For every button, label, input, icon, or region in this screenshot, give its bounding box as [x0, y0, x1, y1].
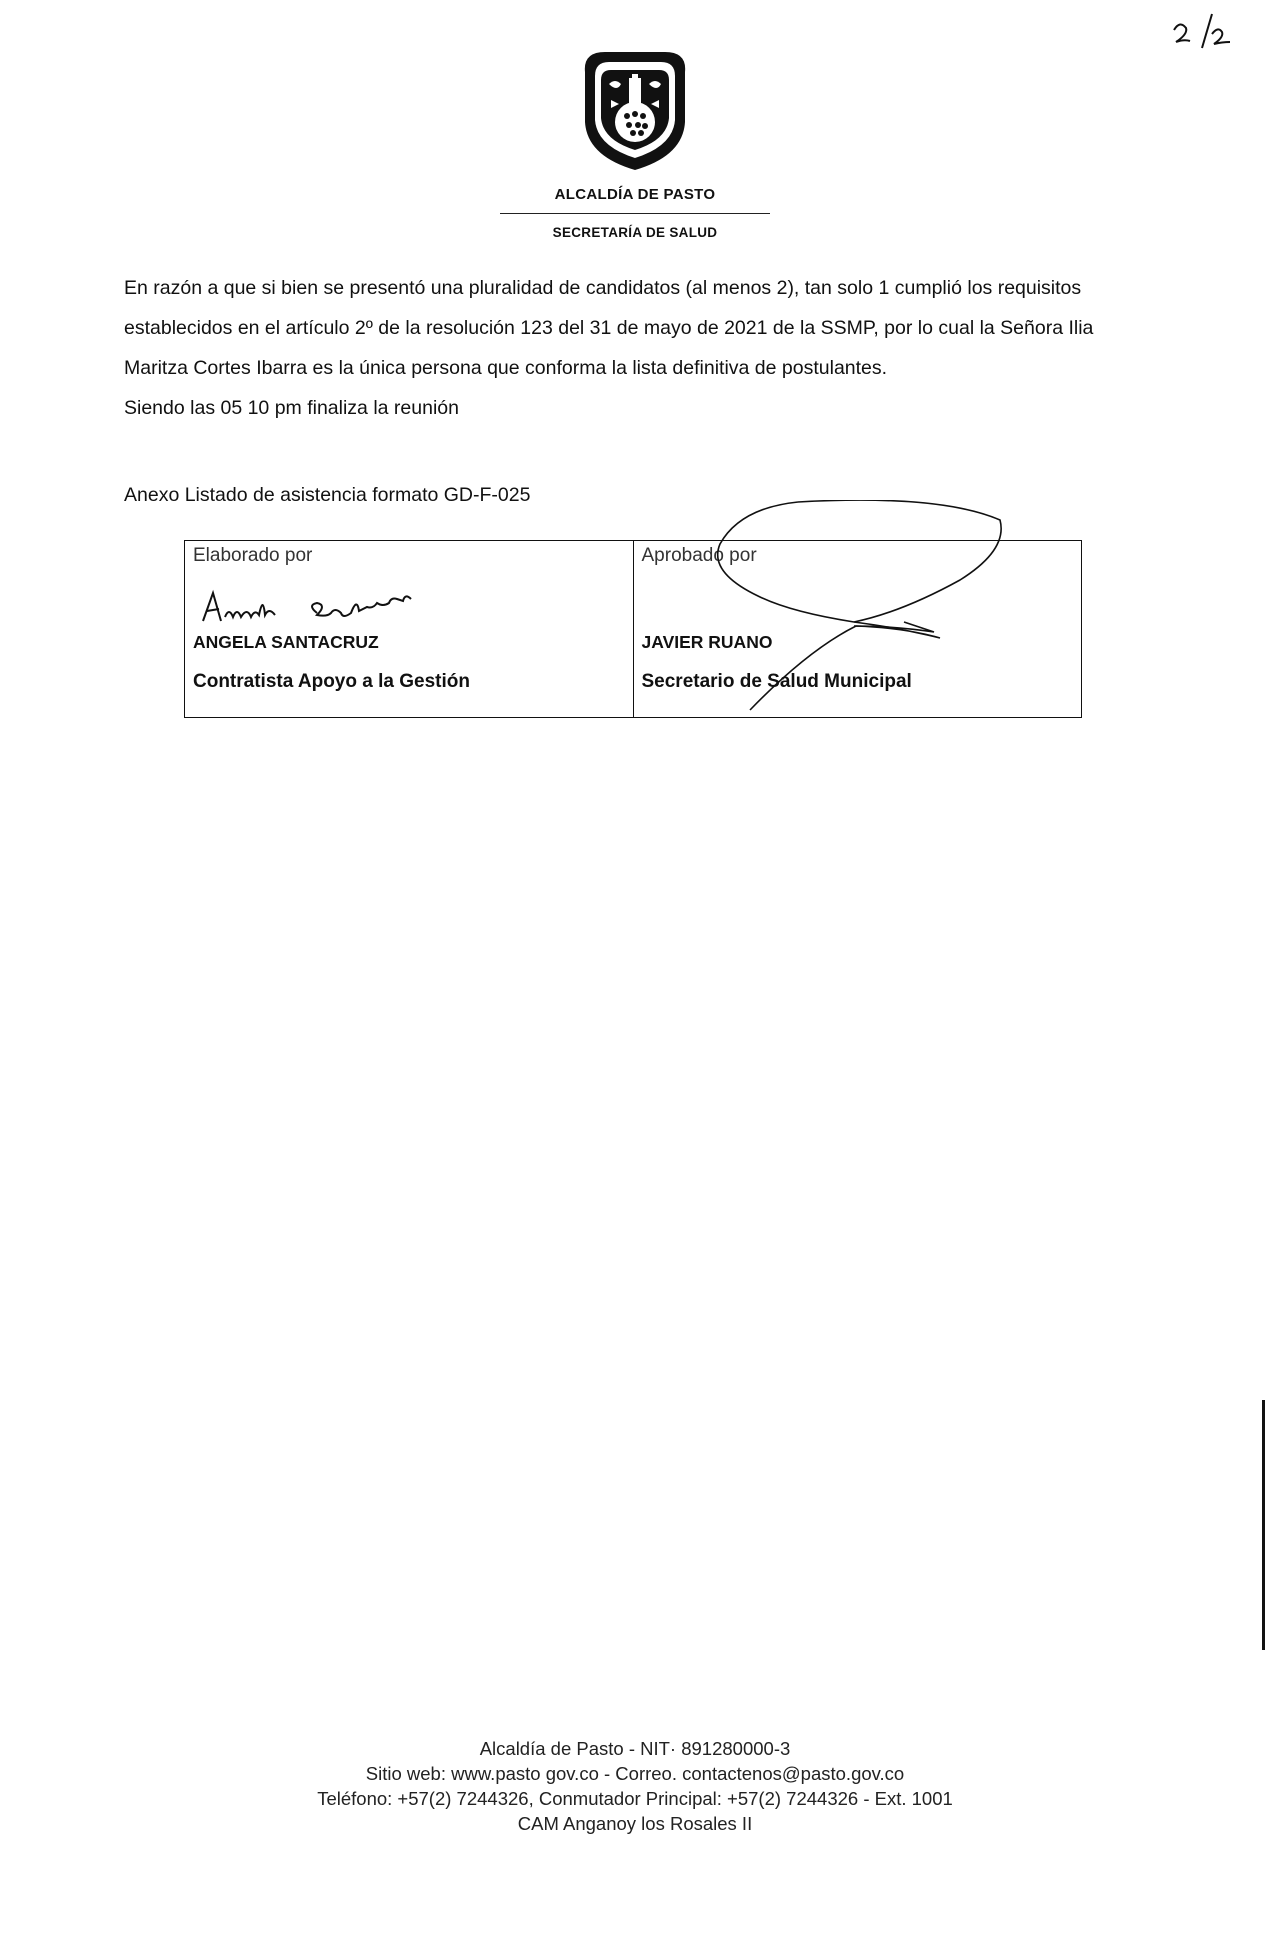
prepared-by-name: ANGELA SANTACRUZ [193, 632, 379, 652]
scan-margin-mark [1262, 1400, 1265, 1650]
footer-phone: Teléfono: +57(2) 7244326, Conmutador Principal: +57(2) 7244326 - Ext. 1001 [317, 1788, 953, 1809]
prepared-by-cell [185, 541, 633, 717]
footer-nit: Alcaldía de Pasto - NIT· 891280000-3 [479, 1738, 791, 1759]
approved-by-label: Aprobado por [641, 545, 757, 566]
closing-line: Siendo las 05 10 pm finaliza la reunión [124, 397, 459, 419]
handwritten-signature-approved [640, 500, 1010, 720]
body-line: establecidos en el artículo 2º de la resolución 123 del 31 de mayo de 2021 de la SSMP, por lo cual la Señora Ilia [124, 317, 1094, 339]
page-footer [200, 1736, 1070, 1836]
coat-of-arms-icon [575, 44, 695, 174]
approved-by-name: JAVIER RUANO [641, 632, 773, 652]
organization-name: ALCALDÍA DE PASTO [554, 186, 716, 203]
minutes-body [124, 268, 1164, 428]
annex-note: Anexo Listado de asistencia formato GD-F-025 [124, 484, 531, 506]
handwritten-signature-prepared [191, 583, 491, 633]
body-line: Maritza Cortes Ibarra es la única persona que conforma la lista definitiva de postulantes. [124, 357, 888, 379]
prepared-by-label: Elaborado por [193, 545, 313, 566]
header-divider [500, 213, 770, 214]
department-name: SECRETARÍA DE SALUD [552, 225, 718, 240]
footer-web: Sitio web: www.pasto gov.co - Correo. contactenos@pasto.gov.co [365, 1763, 905, 1784]
prepared-by-role: Contratista Apoyo a la Gestión [193, 671, 470, 692]
approved-by-role: Secretario de Salud Municipal [641, 671, 912, 692]
handwritten-page-number [1168, 10, 1238, 54]
footer-address: CAM Anganoy los Rosales II [517, 1813, 753, 1834]
body-line: En razón a que si bien se presentó una pluralidad de candidatos (al menos 2), tan solo 1 cumplió los requisitos [124, 277, 1082, 299]
